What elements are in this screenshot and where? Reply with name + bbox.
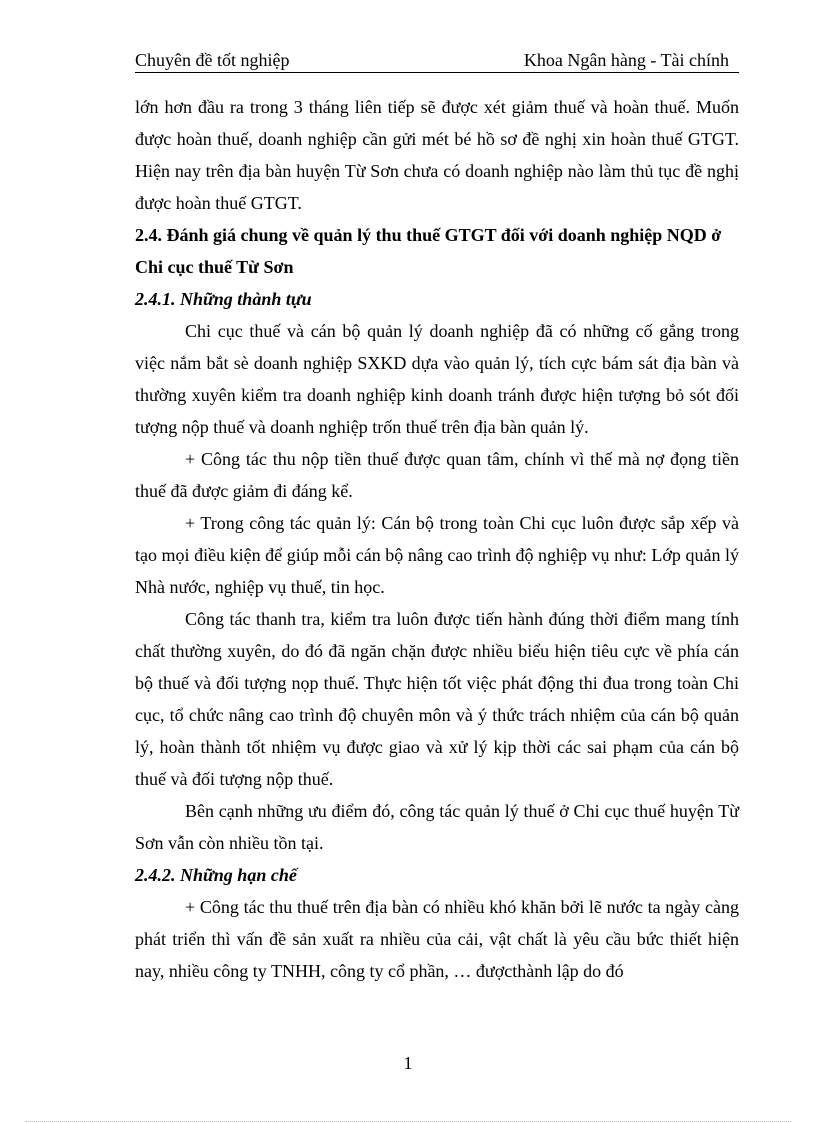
paragraph: + Trong công tác quản lý: Cán bộ trong toàn Chi cục luôn được sắp xếp và tạo mọi điều kiện để giúp mỗi cán bộ nâng cao trình độ nghiệp vụ như: Lớp quản lý Nhà nước, nghiệp vụ thuế, tin học. (135, 513, 739, 597)
section-heading: 2.4. Đánh giá chung về quản lý thu thuế GTGT đối với doanh nghiệp NQD ở Chi cục thuế Từ Sơn (135, 225, 722, 277)
header-left-title: Chuyên đề tốt nghiệp (135, 50, 290, 70)
header-right-title: Khoa Ngân hàng - Tài chính (523, 50, 729, 70)
paragraph: + Công tác thu thuế trên địa bàn có nhiều khó khăn bởi lẽ nước ta ngày càng phát triển thì vấn đề sản xuất ra nhiều của cải, vật chất là yêu cầu bức thiết hiện nay, nhiều công ty TNHH, công ty cổ phần, … đượcthành lập do đó (135, 897, 739, 981)
paragraph: lớn hơn đầu ra trong 3 tháng liên tiếp sẽ được xét giảm thuế và hoàn thuế. Muốn được hoàn thuế, doanh nghiệp cần gửi mét bé hồ sơ đề nghị xin hoàn thuế GTGT. Hiện nay trên địa bàn huyện Từ Sơn chưa có doanh nghiệp nào làm thủ tục đề nghị được hoàn thuế GTGT. (135, 97, 739, 213)
paragraph: Bên cạnh những ưu điểm đó, công tác quản lý thuế ở Chi cục thuế huyện Từ Sơn vẫn còn nhiều tồn tại. (135, 801, 739, 853)
paragraph: Công tác thanh tra, kiểm tra luôn được tiến hành đúng thời điểm mang tính chất thường xuyên, do đó đã ngăn chặn được nhiều biểu hiện tiêu cực về phía cán bộ thuế và đối tượng nọp thuế. Thực hiện tốt việc phát động thi đua trong toàn Chi cục, tổ chức nâng cao trình độ chuyên môn và ý thức trách nhiệm của cán bộ quản lý, hoàn thành tốt nhiệm vụ được giao và xử lý kịp thời các sai phạm của cán bộ thuế và đối tượng nộp thuế. (135, 609, 739, 789)
page-bottom-divider (25, 1121, 791, 1122)
page-number: 1 (403, 1053, 413, 1073)
page-header (135, 50, 739, 73)
document-body (135, 91, 739, 987)
subsection-heading: 2.4.2. Những hạn chế (135, 865, 297, 885)
paragraph: + Công tác thu nộp tiền thuế được quan tâm, chính vì thế mà nợ đọng tiền thuế đã được giảm đi đáng kể. (135, 449, 739, 501)
subsection-heading: 2.4.1. Những thành tựu (135, 289, 312, 309)
paragraph: Chi cục thuế và cán bộ quản lý doanh nghiệp đã có những cố gắng trong việc nắm bắt sè doanh nghiệp SXKD dựa vào quản lý, tích cực bám sát địa bàn và thường xuyên kiểm tra doanh nghiệp kinh doanh tránh được hiện tượng bỏ sót đối tượng nộp thuế và doanh nghiệp trốn thuế trên địa bàn quản lý. (135, 321, 739, 437)
